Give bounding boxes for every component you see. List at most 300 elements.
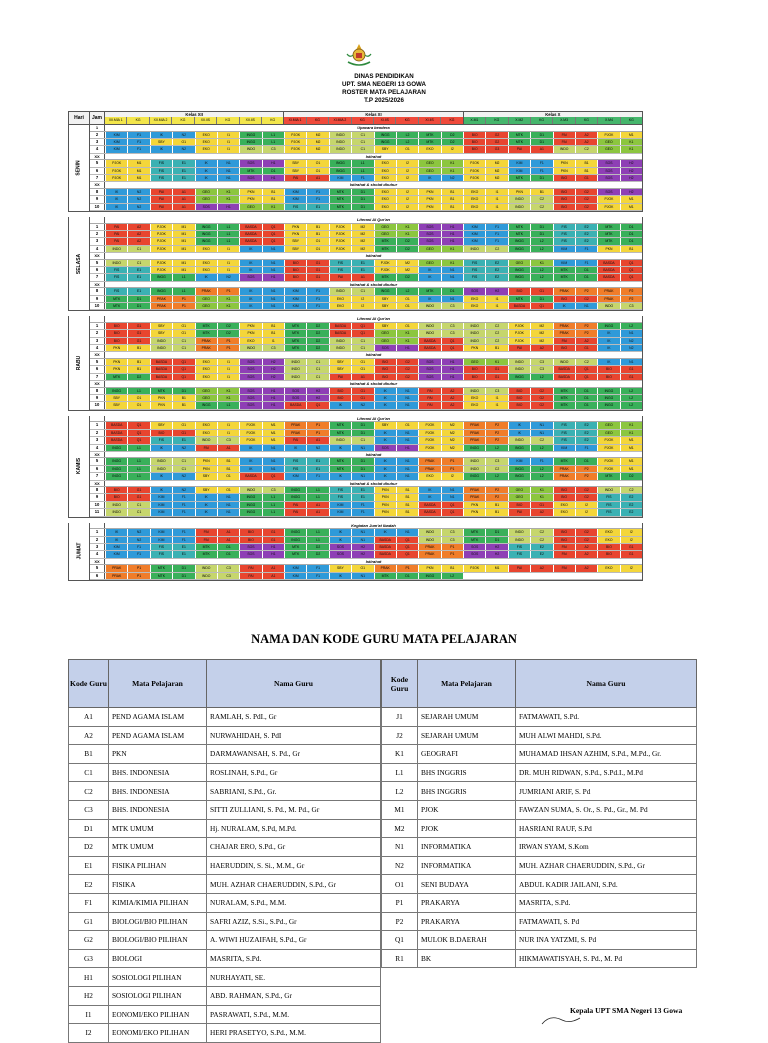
subject-cell: INGG [150,288,172,294]
teacher-code-cell: D1 [575,388,597,394]
subject-cell: SBY [150,330,172,336]
teacher-code-cell: N2 [306,445,328,451]
teacher-code-cell: C3 [530,366,552,372]
class-sub-header: X.M2 [508,117,530,124]
subject-cell: SOS [418,366,440,372]
subject-cell: MTK [553,402,575,408]
jam-label: 5 [90,458,105,464]
subject-cell: PKN [239,196,261,202]
subject-cell: BIO [508,402,530,408]
subject-cell: MTK [329,466,351,472]
teacher-code-cell: L1 [172,274,194,280]
subject-cell: PKN [418,196,440,202]
subject-cell: INDO [508,204,530,210]
subject-cell: INGG [463,445,485,451]
subject-cell: PAI [418,395,440,401]
teacher-code-cell: F1 [127,132,149,138]
teacher-code-cell: N1 [217,494,239,500]
day-name-label: RABU [75,355,82,371]
schedule-row [90,330,642,337]
teacher-subject: SEJARAH UMUM [418,708,516,727]
teacher-code-cell: F1 [306,565,328,571]
schedule-row [90,466,642,473]
teacher-code: G3 [69,949,109,968]
break-label: Upacara bendera [357,125,390,130]
subject-cell: PKN [150,402,172,408]
teacher-code-cell: B1 [575,168,597,174]
teacher-table-right [381,659,697,968]
teacher-code: A1 [69,708,109,727]
subject-cell: BASDA [239,473,261,479]
subject-cell: EKO [463,189,485,195]
subject-cell: BASDA [150,366,172,372]
schedule-row [90,267,642,274]
teacher-code-cell: D1 [351,458,373,464]
jam-label: XX [90,154,105,160]
teacher-code-cell: M2 [530,323,552,329]
subject-cell: INDO [284,359,306,365]
subject-cell: SOS [239,175,261,181]
subject-cell: MTK [418,132,440,138]
teacher-code-cell: A2 [575,338,597,344]
teacher-code: K1 [382,745,418,764]
subject-cell: KIM [553,246,575,252]
subject-cell: PKN [418,565,440,571]
subject-cell: FIS [329,260,351,266]
teacher-code: Q1 [382,931,418,950]
subject-cell: SOS [463,544,485,550]
subject-cell: PJOK [418,437,440,443]
teacher-subject: SOSIOLOGI PILIHAN [109,968,207,987]
subject-cell: INGG [239,502,261,508]
teacher-code-cell: P2 [575,473,597,479]
teacher-code-cell: F1 [306,288,328,294]
teacher-code-cell: D1 [530,132,552,138]
jam-label: 9 [90,296,105,302]
teacher-code-cell: G1 [485,374,507,380]
subject-cell: GEO [418,246,440,252]
subject-cell: INDO [508,366,530,372]
subject-cell: FIS [553,437,575,443]
day-name-label: KAMIS [76,458,82,475]
jam-label: 9 [90,395,105,401]
subject-cell: SBY [105,395,127,401]
teacher-code: C1 [69,763,109,782]
subject-cell: FIS [150,551,172,557]
subject-cell: IK [150,132,172,138]
subject-cell: PRAK [418,544,440,550]
teacher-code-cell: N1 [217,175,239,181]
teacher-name: SITTI ZULLIANI, S. Pd., M. Pd., Gr [207,800,381,819]
jam-label: 1 [90,125,105,131]
break-label: Istirahat & sholat dhuhur [349,381,398,387]
teacher-code-cell: A1 [306,509,328,515]
day-block [68,217,643,311]
subject-cell: IK [374,388,396,394]
class-sub-header: XI.IIS [373,117,395,124]
break-label: Literasi Al Qur'an [356,217,391,223]
subject-cell: INGG [105,445,127,451]
teacher-code-cell: C3 [441,330,463,336]
subject-cell: MTK [329,430,351,436]
subject-cell: SOS [418,238,440,244]
subject-cell: GEO [508,494,530,500]
teacher-code-cell: C2 [485,338,507,344]
teacher-code-cell: Q1 [262,231,284,237]
subject-cell: PKN [418,204,440,210]
jam-label: 2 [90,430,105,436]
subject-cell: PJOK [284,146,306,152]
subject-cell: MTK [463,537,485,543]
teacher-code-cell: O1 [172,323,194,329]
teacher-name: ABDUL KADIR JAILANI, S.Pd. [516,875,697,894]
subject-cell: IK [418,487,440,493]
teacher-subject: BHS INGGRIS [418,782,516,801]
subject-cell: PJOK [329,231,351,237]
teacher-code-cell: D1 [530,139,552,145]
subject-cell: KIM [105,544,127,550]
teacher-code-cell: L1 [351,168,373,174]
subject-cell: MTK [329,204,351,210]
subject-cell: PJOK [150,224,172,230]
teacher-code-cell: E2 [620,494,642,500]
class-sub-header: KG [620,117,642,124]
teacher-code-cell: C2 [530,196,552,202]
subject-cell: BASDA [150,359,172,365]
subject-cell: SOS [239,160,261,166]
teacher-name: MASRITA, S.Pd. [207,949,381,968]
teacher-code-cell: L1 [217,224,239,230]
teacher-name: NURWAHIDAH, S. PdI [207,726,381,745]
teacher-code-cell: I1 [217,422,239,428]
teacher-code-cell: A2 [441,402,463,408]
subject-cell: INDO [195,573,217,579]
subject-cell: KIM [463,224,485,230]
subject-cell: EKO [374,196,396,202]
teacher-subject: BHS. INDONESIA [109,763,207,782]
subject-cell: BIO [329,395,351,401]
schedule-row [90,345,642,352]
subject-cell: INGG [105,388,127,394]
teacher-code-cell: B1 [530,189,552,195]
schedule-row [90,246,642,253]
teacher-code-cell: C1 [172,338,194,344]
subject-cell: BIO [597,374,619,380]
subject-cell: MTK [284,338,306,344]
class-sub-header: KG [126,117,148,124]
schedule-row [90,204,642,211]
subject-cell: BIO [284,260,306,266]
teacher-code-cell: C1 [351,146,373,152]
teacher-code-cell: C2 [620,487,642,493]
class-sub-header: XI.MIA 1 [284,117,305,124]
subject-cell: PJOK [105,175,127,181]
teacher-code-cell: P1 [217,338,239,344]
teacher-code-cell: L1 [262,494,284,500]
subject-cell: INDO [508,196,530,202]
subject-cell: EKO [195,260,217,266]
subject-cell: BIO [374,374,396,380]
subject-cell: INDO [329,146,351,152]
teacher-code-cell: I1 [217,359,239,365]
subject-cell: SBY [374,146,396,152]
teacher-code-cell: P2 [485,422,507,428]
teacher-code-cell: I1 [485,204,507,210]
teacher-code-cell: O1 [396,422,418,428]
subject-cell: EKO [463,395,485,401]
subject-cell: SOS [329,551,351,557]
subject-cell: BIO [508,288,530,294]
break-label: Istirahat [365,558,382,564]
teacher-name: IRWAN SYAM, S.Kom [516,838,697,857]
teacher-code-cell: D1 [127,303,149,309]
teacher-code-cell: N1 [575,303,597,309]
subject-cell: SOS [239,388,261,394]
teacher-code-cell: E2 [530,544,552,550]
schedule-row [90,189,642,196]
teacher-code-cell: E1 [127,288,149,294]
subject-cell: PKN [105,366,127,372]
teacher-code-cell: L2 [530,466,552,472]
class-sub-header: XI.MIA 2 [328,117,350,124]
subject-cell: BASDA [374,537,396,543]
subject-cell: FIS [597,494,619,500]
subject-cell: INDO [508,537,530,543]
subject-cell: MTK [329,422,351,428]
subject-cell: GEO [195,388,217,394]
teacher-code-cell: L2 [530,374,552,380]
header-line: UPT. SMA NEGERI 13 GOWA [341,81,426,88]
teacher-code-cell: E2 [620,509,642,515]
teacher-subject: KIMIA/KIMIA PILIHAN [109,893,207,912]
subject-cell: EKO [418,146,440,152]
subject-cell: INGG [195,224,217,230]
teacher-code-cell: O1 [396,146,418,152]
teacher-code-cell: Q1 [575,366,597,372]
teacher-code-cell: H2 [620,175,642,181]
subject-cell: MTK [508,139,530,145]
subject-cell: INGG [463,473,485,479]
teacher-row [69,782,381,801]
jam-label [90,416,105,422]
teacher-code-cell: P1 [127,573,149,579]
teacher-code-cell: P2 [575,330,597,336]
teacher-code: D2 [69,838,109,857]
teacher-name: CHAJAR ERO, S.Pd., Gr [207,838,381,857]
teacher-code-cell: G1 [575,175,597,181]
subject-cell: FIS [463,274,485,280]
subject-cell: IK [239,296,261,302]
teacher-code-cell: M1 [127,160,149,166]
teacher-row [69,838,381,857]
subject-cell: GEO [195,189,217,195]
jam-label: XX [90,559,105,565]
teacher-code-cell: M1 [262,430,284,436]
teacher-code-cell: Q1 [262,224,284,230]
subject-cell: BIO [374,359,396,365]
subject-cell: PJOK [239,437,261,443]
teacher-code-cell: G2 [485,132,507,138]
subject-cell: PKN [150,395,172,401]
teacher-subject: SOSIOLOGI PILIHAN [109,986,207,1005]
subject-cell: INGG [195,238,217,244]
subject-cell: BIO [105,487,127,493]
subject-cell: PAI [284,502,306,508]
jam-label: 3 [90,544,105,550]
teacher-code-cell: E2 [485,274,507,280]
jam-label: 3 [90,437,105,443]
teacher-code-cell: N1 [262,466,284,472]
teacher-code-cell: G1 [127,487,149,493]
teacher-code-cell: D2 [306,338,328,344]
subject-cell: INGG [374,132,396,138]
day-block [68,125,643,212]
teacher-code-cell: B1 [396,494,418,500]
teacher-code-cell: C3 [441,323,463,329]
teacher-name: ABD. RAHMAN, S.Pd., Gr [207,986,381,1005]
subject-cell: INGG [597,402,619,408]
teacher-list-title: NAMA DAN KODE GURU MATA PELAJARAN [251,632,517,646]
teacher-code-cell: A1 [217,529,239,535]
teacher-code-cell: I1 [217,146,239,152]
subject-cell: MTK [150,388,172,394]
teacher-name: HIKMAWATISYAH, S. Pd., M. Pd [516,949,697,968]
teacher-code: I1 [69,1005,109,1024]
teacher-code-cell: M2 [396,267,418,273]
subject-cell: INGG [418,573,440,579]
subject-cell: KIM [329,175,351,181]
day-name [69,217,90,310]
teacher-row [69,1024,381,1043]
teacher-name: HERI PRASETYO, S.Pd., M.M. [207,1024,381,1043]
teacher-code-cell: K1 [396,224,418,230]
teacher-code-cell: K1 [217,395,239,401]
subject-cell: PJOK [463,168,485,174]
teacher-code-cell: N1 [351,473,373,479]
teacher-code-cell: N1 [262,288,284,294]
teacher-code-cell: N2 [172,487,194,493]
nama-guru-header: Nama Guru [207,660,381,708]
subject-cell: BIO [105,330,127,336]
subject-cell: KIM [284,196,306,202]
subject-cell: EKO [239,338,261,344]
teacher-code-cell: Q1 [620,274,642,280]
teacher-code-cell: Q1 [351,323,373,329]
teacher-code-cell: I1 [217,374,239,380]
teacher-code-cell: L1 [306,487,328,493]
subject-cell: EKO [418,473,440,479]
subject-cell: INDO [463,246,485,252]
teacher-code-cell: N1 [396,466,418,472]
teacher-code-cell: A1 [351,274,373,280]
teacher-code-cell: N1 [620,359,642,365]
subject-cell: PAI [150,196,172,202]
subject-cell: BASDA [329,323,351,329]
subject-cell: INDO [508,437,530,443]
class-group-title: Kelas XII [185,112,203,117]
teacher-code-cell: M2 [396,260,418,266]
subject-cell: BASDA [418,338,440,344]
teacher-row [69,986,381,1005]
schedule-row [90,338,642,345]
subject-cell: PKN [374,487,396,493]
subject-cell: INGG [239,139,261,145]
teacher-code-cell: G3 [485,146,507,152]
subject-cell: INDO [463,330,485,336]
schedule-row [90,487,642,494]
teacher-code-cell: D2 [306,544,328,550]
teacher-code-cell: E2 [485,267,507,273]
teacher-code-cell: D2 [396,246,418,252]
subject-cell: MTK [463,529,485,535]
subject-cell: INGG [374,139,396,145]
teacher-code-cell: C3 [262,487,284,493]
subject-cell: BIO [239,529,261,535]
subject-cell: INDO [284,366,306,372]
teacher-code-cell: H1 [441,359,463,365]
subject-cell: PAI [105,238,127,244]
subject-cell: IK [329,402,351,408]
day-name-label: SELASA [76,253,82,274]
teacher-code-cell: Q1 [530,303,552,309]
teacher-code-cell: E1 [351,487,373,493]
subject-cell: INDO [150,458,172,464]
teacher-code-cell: F1 [351,502,373,508]
teacher-subject: MTK UMUM [109,838,207,857]
subject-cell: IK [418,175,440,181]
subject-cell: PAI [553,551,575,557]
schedule-row [90,422,642,429]
teacher-code-cell: F1 [485,224,507,230]
subject-cell: GEO [597,139,619,145]
class-sub-header: XII.MIA 1 [105,117,126,124]
subject-cell: SOS [239,359,261,365]
teacher-subject: PKN [109,745,207,764]
teacher-code-cell: M2 [351,246,373,252]
subject-cell: IK [105,204,127,210]
teacher-code-cell: I1 [262,338,284,344]
teacher-code-cell: O1 [217,487,239,493]
subject-cell: BASDA [239,238,261,244]
subject-cell: PRAK [150,303,172,309]
subject-cell: IK [105,537,127,543]
teacher-code-cell: L1 [306,529,328,535]
teacher-code: E1 [69,856,109,875]
subject-cell: BASDA [374,544,396,550]
subject-cell: BIO [508,395,530,401]
teacher-subject: EONOMI/EKO PILIHAN [109,1024,207,1043]
teacher-code-cell: D2 [441,132,463,138]
subject-cell: PRAK [195,345,217,351]
teacher-code-cell: G2 [485,139,507,145]
teacher-code-cell: H2 [620,168,642,174]
teacher-code-cell: D1 [530,175,552,181]
subject-cell: BIO [553,189,575,195]
subject-cell: BIO [553,296,575,302]
subject-cell: FIS [150,175,172,181]
teacher-code-cell: M1 [620,437,642,443]
schedule-row [90,366,642,373]
subject-cell: BIO [284,267,306,273]
teacher-code-cell: G1 [306,267,328,273]
teacher-row [69,856,381,875]
subject-cell: PJOK [508,338,530,344]
teacher-code-cell: L1 [217,238,239,244]
teacher-code-cell: A2 [575,139,597,145]
teacher-code-cell: D1 [217,544,239,550]
schedule-row [90,551,642,558]
schedule-row [90,168,642,175]
